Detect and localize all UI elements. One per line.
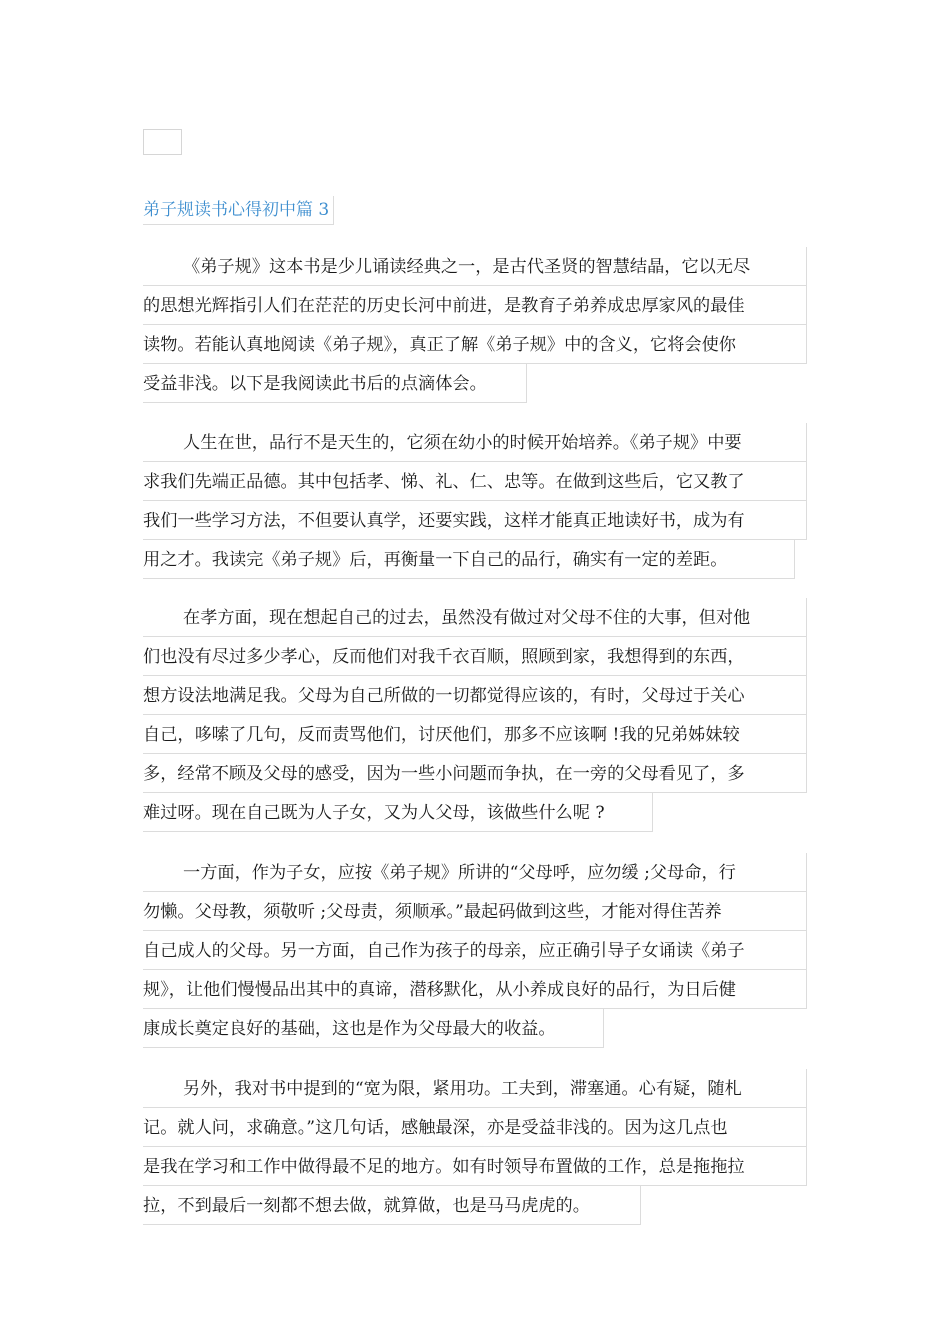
text-line: 用之才。我读完《弟子规》后，再衡量一下自己的品行，确实有一定的差距。 <box>143 540 795 579</box>
text-line: 一方面，作为子女，应按《弟子规》所讲的“父母呼，应勿缓 ;父母命，行 <box>143 853 807 892</box>
text-line: 《弟子规》这本书是少儿诵读经典之一，是古代圣贤的智慧结晶，它以无尽 <box>143 247 807 286</box>
text-line: 规》，让他们慢慢品出其中的真谛，潜移默化，从小养成良好的品行，为日后健 <box>143 970 807 1009</box>
text-line: 我们一些学习方法，不但要认真学，还要实践，这样才能真正地读好书，成为有 <box>143 501 807 540</box>
text-line: 自己，哆嗦了几句，反而责骂他们，讨厌他们，那多不应该啊 !我的兄弟姊妹较 <box>143 715 807 754</box>
text-line: 勿懒。父母教，须敬听 ;父母责，须顺承。”最起码做到这些，才能对得住苦养 <box>143 892 807 931</box>
text-line: 记。就人问，求确意。”这几句话，感触最深，亦是受益非浅的。因为这几点也 <box>143 1108 807 1147</box>
text-line: 自己成人的父母。另一方面，自己作为孩子的母亲，应正确引导子女诵读《弟子 <box>143 931 807 970</box>
text-line: 多，经常不顾及父母的感受，因为一些小问题而争执，在一旁的父母看见了，多 <box>143 754 807 793</box>
text-line: 受益非浅。以下是我阅读此书后的点滴体会。 <box>143 364 527 403</box>
text-line: 另外，我对书中提到的“宽为限，紧用功。工夫到，滞塞通。心有疑，随札 <box>143 1069 807 1108</box>
text-line: 想方设法地满足我。父母为自己所做的一切都觉得应该的，有时，父母过于关心 <box>143 676 807 715</box>
text-line: 人生在世，品行不是天生的，它须在幼小的时候开始培养。《弟子规》中要 <box>143 423 807 462</box>
text-line: 的思想光辉指引人们在茫茫的历史长河中前进，是教育子弟养成忠厚家风的最佳 <box>143 286 807 325</box>
paragraph-5 <box>143 1069 807 1225</box>
paragraph-1 <box>143 247 807 403</box>
text-line: 康成长奠定良好的基础，这也是作为父母最大的收益。 <box>143 1009 604 1048</box>
text-line: 读物。若能认真地阅读《弟子规》，真正了解《弟子规》中的含义，它将会使你 <box>143 325 807 364</box>
paragraph-2 <box>143 423 807 579</box>
text-line: 求我们先端正品德。其中包括孝、悌、礼、仁、忠等。在做到这些后，它又教了 <box>143 462 807 501</box>
document-title: 弟子规读书心得初中篇 3 <box>143 196 334 225</box>
text-line: 在孝方面，现在想起自己的过去，虽然没有做过对父母不住的大事，但对他 <box>143 598 807 637</box>
text-line: 们也没有尽过多少孝心，反而他们对我千衣百顺，照顾到家，我想得到的东西， <box>143 637 807 676</box>
paragraph-3 <box>143 598 807 832</box>
text-line: 难过呀。现在自己既为人子女，又为人父母，该做些什么呢 ? <box>143 793 653 832</box>
text-line: 拉，不到最后一刻都不想去做，就算做，也是马马虎虎的。 <box>143 1186 641 1225</box>
page-corner-marker <box>143 129 182 155</box>
paragraph-4 <box>143 853 807 1048</box>
text-line: 是我在学习和工作中做得最不足的地方。如有时领导布置做的工作，总是拖拖拉 <box>143 1147 807 1186</box>
